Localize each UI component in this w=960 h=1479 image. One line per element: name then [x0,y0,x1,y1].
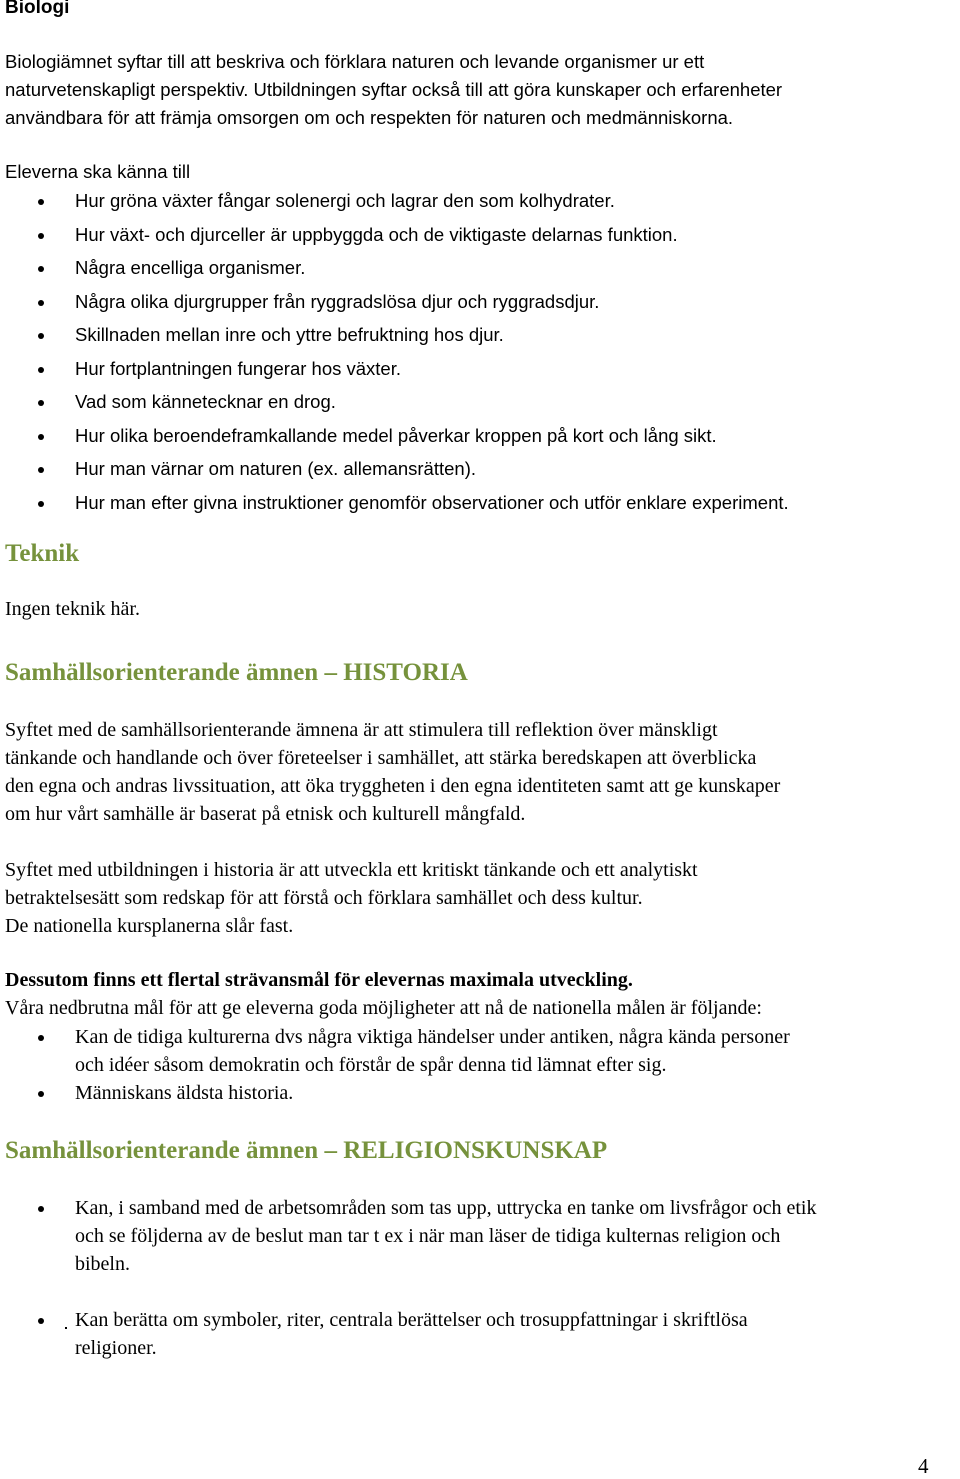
list-item: Kan berätta om symboler, riter, centrala berättelser och trosuppfattningar i skriftlösa religioner. [0,1306,748,1362]
bullet-icon [38,400,44,406]
bullet-icon [38,199,44,205]
list-item: Hur olika beroendeframkallande medel påverkar kroppen på kort och lång sikt. [0,422,789,456]
list-item: Hur gröna växter fångar solenergi och lagrar den som kolhydrater. [0,187,789,221]
teknik-heading: Teknik [5,540,80,567]
paragraph-line: betraktelsesätt som redskap för att förstå och förklara samhället och dess kultur. [5,887,643,909]
bullet-icon [38,1206,44,1212]
bullet-icon [38,266,44,272]
page-number: 4 [918,1454,929,1478]
biologi-list-intro: Eleverna ska känna till [5,161,191,182]
intro-line: Biologiämnet syftar till att beskriva och förklara naturen och levande organismer ur ett [5,51,705,72]
biologi-heading: Biologi [5,0,70,18]
bullet-icon [38,1091,44,1097]
historia-paragraph-2 [5,856,698,940]
paragraph-line: Syftet med de samhällsorienterande ämnena är att stimulera till reflektion över mänskligt [5,719,718,741]
paragraph-line: Syftet med utbildningen i historia är att utveckla ett kritiskt tänkande och ett analytiskt [5,859,698,881]
historia-bold-line: Dessutom finns ett flertal strävansmål för elevernas maximala utveckling. [5,969,633,991]
paragraph-line: den egna och andras livssituation, att öka tryggheten i den egna identiteten samt att ge kunskaper [5,775,781,797]
list-item: Några encelliga organismer. [0,254,789,288]
teknik-text: Ingen teknik här. [5,598,140,620]
bullet-icon [38,467,44,473]
religion-list [0,1194,816,1278]
list-item: Hur man värnar om naturen (ex. allemansrätten). [0,455,789,489]
list-item: Hur man efter givna instruktioner genomför observationer och utför enklare experiment. [0,489,789,523]
historia-goals-list [0,1023,790,1107]
list-item: Hur fortplantningen fungerar hos växter. [0,355,789,389]
intro-line: naturvetenskapligt perspektiv. Utbildningen syftar också till att göra kunskaper och erfarenheter [5,79,783,100]
intro-line: användbara för att främja omsorgen om och respekten för naturen och medmänniskorna. [5,107,734,128]
bullet-icon [38,333,44,339]
list-item: Vad som kännetecknar en drog. [0,388,789,422]
list-item: Skillnaden mellan inre och yttre befruktning hos djur. [0,321,789,355]
list-item: Några olika djurgrupper från ryggradslösa djur och ryggradsdjur. [0,288,789,322]
religion-list-2 [0,1306,748,1362]
bullet-icon [38,1035,44,1041]
bullet-icon [38,434,44,440]
historia-paragraph-1 [5,716,780,828]
list-item: Hur växt- och djurceller är uppbyggda och de viktigaste delarnas funktion. [0,221,789,255]
stray-mark [65,1327,67,1329]
historia-heading: Samhällsorienterande ämnen – HISTORIA [5,659,468,686]
biologi-intro [5,48,782,132]
list-item: Människans äldsta historia. [0,1079,790,1107]
biologi-list [0,187,789,522]
paragraph-line: om hur vårt samhälle är baserat på etnisk och kulturell mångfald. [5,803,526,825]
list-item: Kan de tidiga kulturerna dvs några viktiga händelser under antiken, några kända personer och idéer såsom demokratin och förstår de spår denna tid lämnat efter sig. [0,1023,790,1079]
bullet-icon [38,233,44,239]
bullet-icon [38,501,44,507]
paragraph-line: tänkande och handlande och över företeelser i samhället, att stärka beredskapen att överblicka [5,747,757,769]
bullet-icon [38,300,44,306]
religion-heading: Samhällsorienterande ämnen – RELIGIONSKUNSKAP [5,1137,608,1164]
bullet-icon [38,1318,44,1324]
list-item: Kan, i samband med de arbetsområden som tas upp, uttrycka en tanke om livsfrågor och etik och se följderna av de beslut man tar t ex i när man läser de tidiga kulternas religion och bibeln. [0,1194,816,1278]
historia-goals-intro: Våra nedbrutna mål för att ge eleverna goda möjligheter att nå de nationella målen är följande: [5,997,762,1019]
paragraph-line: De nationella kursplanerna slår fast. [5,915,294,937]
bullet-icon [38,367,44,373]
